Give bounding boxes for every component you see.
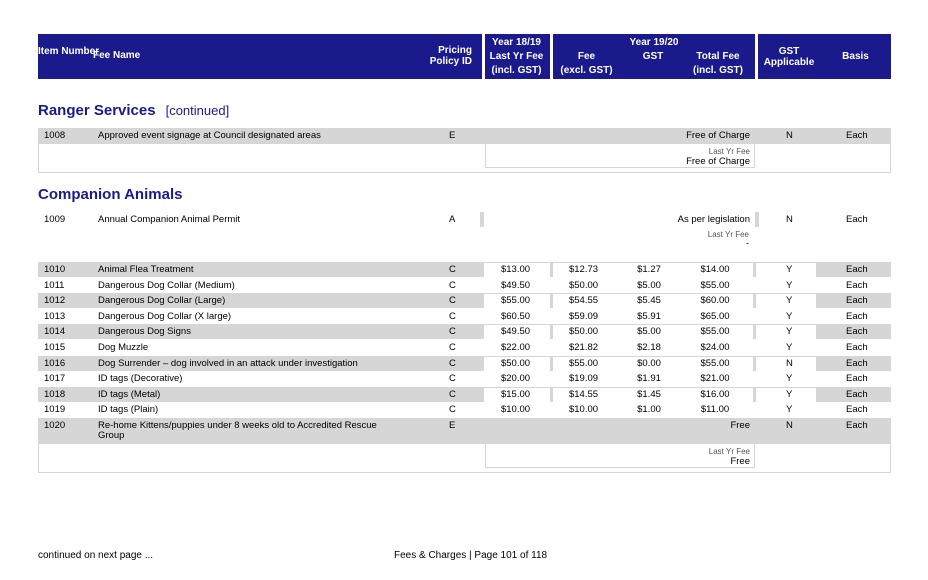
gst-applicable: Y	[786, 264, 793, 275]
pricing-policy: C	[449, 279, 456, 291]
table-header	[38, 34, 891, 79]
last-yr-fee: $49.50	[500, 326, 531, 338]
last-yr-fee: $10.00	[500, 404, 531, 416]
footer-continued: continued on next page ...	[38, 550, 154, 561]
total-fee: $55.00	[700, 279, 730, 291]
basis: Each	[846, 279, 868, 291]
header-year-1819: Year 18/19	[492, 37, 541, 48]
header-year-1920: Year 19/20	[629, 37, 679, 48]
fee-name: Annual Companion Animal Permit	[98, 214, 241, 225]
last-yr-fee: $50.00	[500, 357, 531, 369]
item-number: 1015	[44, 342, 66, 353]
header-fee-name: Fee Name	[93, 50, 141, 61]
last-yr-value: -	[745, 238, 749, 249]
gst-applicable: Y	[786, 326, 793, 338]
table-row	[38, 128, 891, 143]
basis: Each	[846, 357, 868, 369]
item-number: 1009	[44, 214, 66, 225]
item-number: 1008	[44, 130, 66, 141]
gst-applicable: N	[786, 420, 793, 431]
fee-name: Dog Muzzle	[98, 342, 149, 353]
pricing-policy: C	[449, 404, 456, 416]
header-pricing-policy: Pricing Policy ID	[429, 45, 472, 67]
table-row	[38, 309, 891, 324]
basis: Each	[846, 404, 868, 416]
basis: Each	[846, 214, 868, 225]
last-yr-fee: $60.50	[500, 310, 531, 322]
table-row	[38, 371, 891, 386]
last-yr-fee: $13.00	[500, 264, 531, 275]
header-total-fee: Total Fee	[696, 51, 740, 62]
item-number: 1011	[44, 279, 65, 291]
pricing-policy: C	[449, 388, 456, 400]
row-marker	[480, 212, 484, 227]
gst-amount: $1.00	[637, 404, 661, 416]
fee-excl-gst: $12.73	[568, 264, 599, 275]
total-fee: $55.00	[700, 357, 730, 369]
pricing-policy: C	[449, 357, 456, 369]
gst-amount: $1.45	[637, 388, 661, 400]
header-fee-excl-gst: (excl. GST)	[560, 65, 613, 76]
last-yr-value: Free of Charge	[686, 156, 750, 167]
item-number: 1016	[44, 357, 66, 369]
fee-name: Re-home Kittens/puppies under 8 weeks old to Accredited Rescue	[98, 420, 377, 431]
last-year-detail	[38, 443, 891, 473]
basis: Each	[846, 264, 868, 275]
table-row	[38, 387, 891, 402]
gst-applicable: N	[786, 214, 793, 225]
last-yr-fee: $20.00	[500, 373, 531, 385]
total-fee: $24.00	[700, 342, 730, 353]
table-row	[38, 418, 891, 443]
fee-span: Free	[730, 420, 750, 431]
last-year-detail	[38, 143, 891, 173]
fee-excl-gst: $54.55	[568, 295, 599, 307]
fee-name: ID tags (Plain)	[98, 404, 159, 416]
table-row	[38, 340, 891, 355]
header-gst-applicable: GST Applicable	[763, 46, 815, 68]
last-yr-fee: $22.00	[500, 342, 531, 353]
gst-applicable: Y	[786, 342, 793, 353]
pricing-policy: C	[449, 342, 456, 353]
basis: Each	[846, 342, 868, 353]
gst-applicable: Y	[786, 295, 793, 307]
fee-excl-gst: $50.00	[568, 326, 599, 338]
total-fee: $16.00	[700, 388, 730, 400]
last-yr-label: Last Yr Fee	[707, 230, 749, 239]
fee-excl-gst: $55.00	[568, 357, 599, 369]
fee-span: As per legislation	[677, 214, 750, 225]
last-yr-fee: $55.00	[500, 295, 531, 307]
total-fee: $21.00	[700, 373, 730, 385]
row-marker	[755, 212, 759, 227]
gst-amount: $5.00	[637, 279, 661, 291]
item-number: 1014	[44, 326, 66, 338]
table-row	[38, 262, 891, 277]
item-number: 1018	[44, 388, 66, 400]
total-fee: $14.00	[700, 264, 730, 275]
gst-applicable: N	[786, 357, 793, 369]
total-fee: $11.00	[700, 404, 730, 416]
basis: Each	[846, 295, 868, 307]
table-row	[38, 402, 891, 417]
fee-name: Dangerous Dog Collar (X large)	[98, 310, 232, 322]
gst-amount: $1.27	[637, 264, 661, 275]
total-fee: $55.00	[700, 326, 730, 338]
basis: Each	[846, 420, 868, 431]
fee-excl-gst: $10.00	[568, 404, 599, 416]
gst-amount: $5.45	[637, 295, 661, 307]
total-fee: $60.00	[700, 295, 730, 307]
fee-name: Dog Surrender – dog involved in an attack under investigation	[98, 357, 358, 369]
gst-applicable: Y	[786, 310, 793, 322]
fee-name: Approved event signage at Council designated areas	[98, 130, 321, 141]
fee-name: ID tags (Metal)	[98, 388, 161, 400]
gst-amount: $0.00	[637, 357, 661, 369]
gst-amount: $5.91	[637, 310, 661, 322]
gst-amount: $2.18	[637, 342, 661, 353]
gst-applicable: Y	[786, 404, 793, 416]
gst-applicable: Y	[786, 373, 793, 385]
basis: Each	[846, 310, 868, 322]
fee-name: Animal Flea Treatment	[98, 264, 194, 275]
item-number: 1013	[44, 310, 66, 322]
pricing-policy: C	[449, 310, 456, 322]
last-yr-label: Last Yr Fee	[708, 447, 750, 456]
header-last-yr-fee: Last Yr Fee	[489, 51, 544, 62]
table-row	[38, 356, 891, 371]
pricing-policy: C	[449, 264, 456, 275]
pricing-policy: C	[449, 373, 456, 385]
header-basis: Basis	[842, 51, 869, 62]
item-number: 1019	[44, 404, 66, 416]
fee-name: Dangerous Dog Signs	[98, 326, 191, 338]
last-yr-fee: $49.50	[500, 279, 531, 291]
gst-applicable: Y	[786, 388, 793, 400]
table-row	[38, 324, 891, 339]
fee-excl-gst: $21.82	[568, 342, 599, 353]
item-number: 1012	[44, 295, 66, 307]
last-yr-label: Last Yr Fee	[708, 147, 750, 156]
fee-excl-gst: $50.00	[568, 279, 599, 291]
gst-amount: $1.91	[637, 373, 661, 385]
item-number: 1017	[44, 373, 66, 385]
total-fee: $65.00	[700, 310, 730, 322]
basis: Each	[846, 373, 868, 385]
section-title-ranger: Ranger Services [continued]	[38, 102, 230, 119]
item-number: 1010	[44, 264, 66, 275]
fee-name: ID tags (Decorative)	[98, 373, 183, 385]
pricing-policy: E	[449, 130, 456, 141]
footer-page: Fees & Charges | Page 101 of 118	[394, 550, 548, 561]
pricing-policy: E	[449, 420, 456, 431]
fee-excl-gst: $59.09	[568, 310, 599, 322]
header-fee: Fee	[577, 51, 596, 62]
fee-excl-gst: $14.55	[568, 388, 599, 400]
gst-applicable: N	[786, 130, 793, 141]
table-row	[38, 212, 891, 227]
fee-name-continued: Group	[98, 430, 125, 441]
basis: Each	[846, 326, 868, 338]
basis: Each	[846, 388, 868, 400]
fee-excl-gst: $19.09	[568, 373, 599, 385]
pricing-policy: C	[449, 326, 456, 338]
table-row	[38, 278, 891, 293]
last-yr-value: Free	[730, 456, 750, 467]
header-last-incl-gst: (incl. GST)	[491, 65, 542, 76]
item-number: 1020	[44, 420, 66, 431]
table-row	[38, 293, 891, 308]
pricing-policy: A	[449, 214, 456, 225]
last-yr-fee: $15.00	[500, 388, 531, 400]
header-item-number: Item Number	[38, 46, 100, 57]
basis: Each	[846, 130, 868, 141]
pricing-policy: C	[449, 295, 456, 307]
gst-applicable: Y	[786, 279, 793, 291]
header-total-incl-gst: (incl. GST)	[693, 65, 743, 76]
gst-amount: $5.00	[637, 326, 661, 338]
fee-span: Free of Charge	[686, 130, 750, 141]
section-title-companion: Companion Animals	[38, 186, 183, 203]
header-gst: GST	[642, 51, 664, 62]
fee-name: Dangerous Dog Collar (Medium)	[98, 279, 235, 291]
fee-name: Dangerous Dog Collar (Large)	[98, 295, 226, 307]
